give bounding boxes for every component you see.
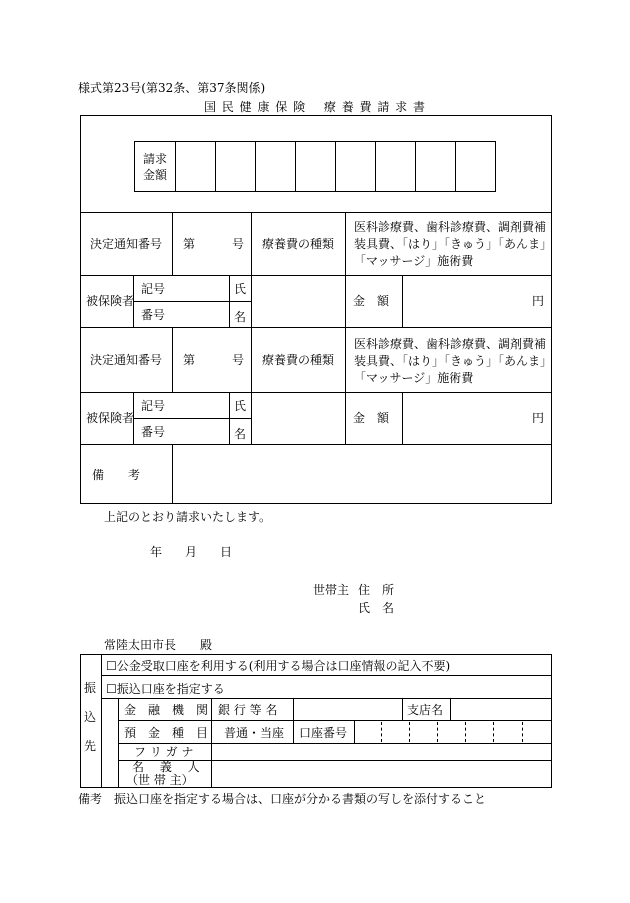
date-month: 月 — [185, 545, 198, 559]
account-holder-field[interactable] — [212, 761, 551, 787]
amount-digit-cell[interactable] — [335, 142, 375, 191]
bank-label: 金 融 機 関 — [124, 703, 209, 717]
name-label-char1: 氏 — [234, 399, 247, 413]
transfer-side-char: 込 — [84, 710, 97, 724]
decision-number-label: 決定通知番号 — [90, 353, 163, 367]
yen-unit: 円 — [532, 411, 545, 425]
treatment-type-desc: 医科診療費、歯科診療費、調剤費補 装具費、「はり」「きゅう」「あんま」 「マッサージ」施術費 — [354, 337, 553, 385]
bank-name-field[interactable] — [294, 699, 402, 720]
decision-number-label: 決定通知番号 — [90, 237, 163, 251]
account-holder-sub: （世 帯 主） — [126, 773, 194, 787]
bank-name-label: 銀 行 等 名 — [218, 703, 278, 717]
furigana-label: フ リ ガ ナ — [134, 745, 194, 759]
name-label: 氏 名 — [358, 601, 395, 615]
transfer-side-char: 先 — [84, 739, 97, 753]
insured-person-label: 被保険者 — [86, 294, 135, 308]
amount-digit-cell[interactable] — [295, 142, 335, 191]
amount-digit-cell[interactable] — [175, 142, 215, 191]
transfer-side-char: 振 — [84, 681, 97, 695]
amount-digit-cell[interactable] — [255, 142, 295, 191]
decision-dai: 第 — [183, 237, 196, 251]
number-label: 番号 — [141, 308, 166, 322]
decision-dai: 第 — [183, 353, 196, 367]
amount-digit-cell[interactable] — [375, 142, 415, 191]
addressee: 常陸太田市長 殿 — [104, 638, 213, 652]
furigana-field[interactable] — [212, 744, 551, 760]
amount-digit-cell[interactable] — [415, 142, 455, 191]
name-label-char2: 名 — [234, 427, 247, 441]
amount-label: 金 額 — [353, 294, 390, 308]
decision-go: 号 — [232, 353, 245, 367]
branch-label: 支店名 — [407, 703, 444, 717]
claim-amount-box — [134, 141, 496, 192]
deposit-type-label: 預 金 種 目 — [124, 726, 209, 740]
symbol-label: 記号 — [141, 282, 166, 296]
amount-digit-cell[interactable] — [215, 142, 255, 191]
specify-account-option[interactable]: ☐振込口座を指定する — [106, 682, 225, 696]
form-number: 様式第23号(第32条、第37条関係) — [78, 81, 266, 95]
treatment-type-label: 療養費の種類 — [262, 353, 335, 367]
number-label: 番号 — [141, 425, 166, 439]
account-holder-label: 名 義 人 — [132, 760, 200, 774]
decision-go: 号 — [232, 237, 245, 251]
symbol-label: 記号 — [141, 399, 166, 413]
account-number-field[interactable] — [355, 721, 551, 743]
public-account-option[interactable]: ☐公金受取口座を利用する(利用する場合は口座情報の記入不要) — [106, 659, 451, 673]
branch-field[interactable] — [451, 699, 551, 720]
account-number-label: 口座番号 — [299, 726, 348, 740]
yen-unit: 円 — [532, 294, 545, 308]
amount-digit-cell[interactable] — [455, 142, 496, 191]
insured-person-label: 被保険者 — [86, 411, 135, 425]
treatment-type-desc: 医科診療費、歯科診療費、調剤費補 装具費、「はり」「きゅう」「あんま」 「マッサージ」施術費 — [354, 220, 553, 268]
claim-amount-label-2: 金額 — [143, 168, 168, 182]
form-title: 国 民 健 康 保 険 療 養 費 請 求 書 — [204, 100, 426, 114]
deposit-type-value[interactable]: 普通・当座 — [224, 726, 285, 740]
request-statement: 上記のとおり請求いたします。 — [104, 510, 272, 524]
date-year: 年 — [150, 545, 163, 559]
name-label-char2: 名 — [234, 310, 247, 324]
address-label: 住 所 — [358, 583, 395, 597]
household-head-label: 世帯主 — [313, 583, 350, 597]
claim-amount-label-1: 請求 — [143, 152, 168, 166]
amount-label: 金 額 — [353, 411, 390, 425]
footnote: 備考 振込口座を指定する場合は、口座が分かる書類の写しを添付すること — [78, 792, 487, 806]
date-day: 日 — [220, 545, 233, 559]
remarks-label: 備 考 — [92, 468, 141, 482]
name-label-char1: 氏 — [234, 282, 247, 296]
treatment-type-label: 療養費の種類 — [262, 237, 335, 251]
